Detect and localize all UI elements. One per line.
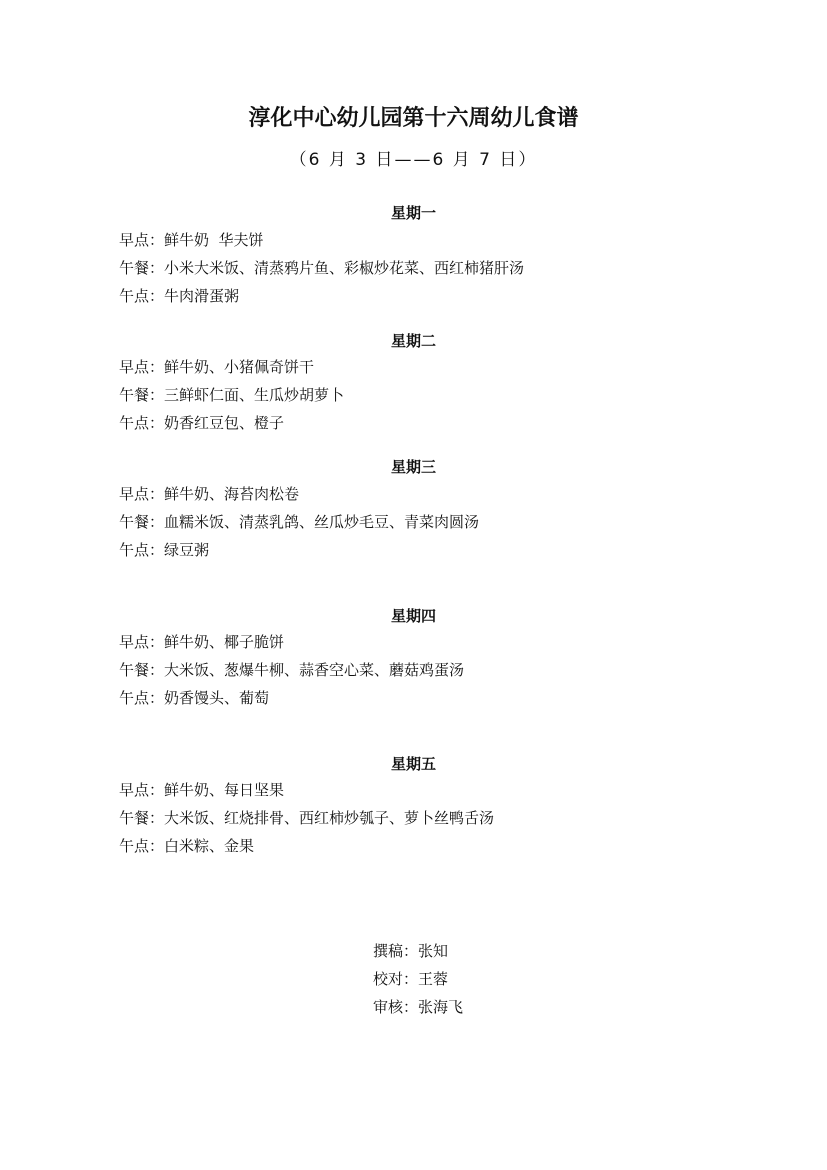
signature-role: 审核： <box>373 998 419 1016</box>
signature-name: 张海飞 <box>418 998 464 1016</box>
meal-label: 早点： <box>119 633 165 651</box>
meal-content: 鲜牛奶、小猪佩奇饼干 <box>164 358 315 376</box>
meal-content: 牛肉滑蛋粥 <box>164 287 240 305</box>
day-heading-monday: 星期一 <box>390 204 436 222</box>
meal-content: 三鲜虾仁面、生瓜炒胡萝卜 <box>164 386 345 404</box>
date-range-subtitle: （6 月 3 日——6 月 7 日） <box>289 150 538 170</box>
meal-line-monday-breakfast <box>119 229 264 251</box>
signature-drafter <box>373 940 448 962</box>
meal-line-friday-snack <box>119 835 254 857</box>
meal-label: 午点： <box>119 837 165 855</box>
meal-label: 午点： <box>119 689 165 707</box>
meal-line-wednesday-breakfast <box>119 483 299 505</box>
meal-label: 午餐： <box>119 259 165 277</box>
signature-proofreader <box>373 968 448 990</box>
meal-label: 早点： <box>119 231 165 249</box>
meal-content: 小米大米饭、清蒸鸦片鱼、彩椒炒花菜、西红柿猪肝汤 <box>164 259 525 277</box>
meal-label: 午点： <box>119 541 165 559</box>
day-heading-tuesday: 星期二 <box>390 332 436 350</box>
day-heading-wednesday: 星期三 <box>390 458 436 476</box>
signature-reviewer <box>373 996 463 1018</box>
meal-line-monday-lunch <box>119 257 524 279</box>
meal-line-thursday-breakfast <box>119 631 284 653</box>
meal-content: 白米粽、金果 <box>164 837 255 855</box>
meal-line-wednesday-snack <box>119 539 209 561</box>
meal-content: 大米饭、葱爆牛柳、蒜香空心菜、蘑菇鸡蛋汤 <box>164 661 465 679</box>
meal-label: 早点： <box>119 781 165 799</box>
document-title: 淳化中心幼儿园第十六周幼儿食谱 <box>248 105 579 131</box>
meal-content: 奶香红豆包、橙子 <box>164 414 285 432</box>
meal-label: 午点： <box>119 287 165 305</box>
day-heading-friday: 星期五 <box>390 755 436 773</box>
meal-label: 早点： <box>119 485 165 503</box>
signature-role: 撰稿： <box>373 942 419 960</box>
meal-content: 鲜牛奶、每日坚果 <box>164 781 285 799</box>
meal-line-tuesday-snack <box>119 412 284 434</box>
meal-line-friday-lunch <box>119 807 494 829</box>
meal-label: 午餐： <box>119 386 165 404</box>
meal-line-tuesday-lunch <box>119 384 344 406</box>
meal-content: 鲜牛奶、海苔肉松卷 <box>164 485 300 503</box>
meal-line-tuesday-breakfast <box>119 356 314 378</box>
meal-content: 奶香馒头、葡萄 <box>164 689 270 707</box>
meal-content: 鲜牛奶、椰子脆饼 <box>164 633 285 651</box>
signature-role: 校对： <box>373 970 419 988</box>
meal-line-friday-breakfast <box>119 779 284 801</box>
meal-label: 早点： <box>119 358 165 376</box>
meal-content: 鲜牛奶 华夫饼 <box>164 231 264 249</box>
meal-line-thursday-lunch <box>119 659 464 681</box>
meal-label: 午点： <box>119 414 165 432</box>
meal-content: 大米饭、红烧排骨、西红柿炒瓠子、萝卜丝鸭舌汤 <box>164 809 495 827</box>
meal-label: 午餐： <box>119 661 165 679</box>
meal-line-wednesday-lunch <box>119 511 479 533</box>
signature-name: 王蓉 <box>418 970 449 988</box>
meal-line-thursday-snack <box>119 687 269 709</box>
meal-line-monday-snack <box>119 285 239 307</box>
signature-name: 张知 <box>418 942 449 960</box>
meal-label: 午餐： <box>119 513 165 531</box>
day-heading-thursday: 星期四 <box>390 607 436 625</box>
meal-label: 午餐： <box>119 809 165 827</box>
meal-content: 绿豆粥 <box>164 541 210 559</box>
meal-content: 血糯米饭、清蒸乳鸽、丝瓜炒毛豆、青菜肉圆汤 <box>164 513 480 531</box>
